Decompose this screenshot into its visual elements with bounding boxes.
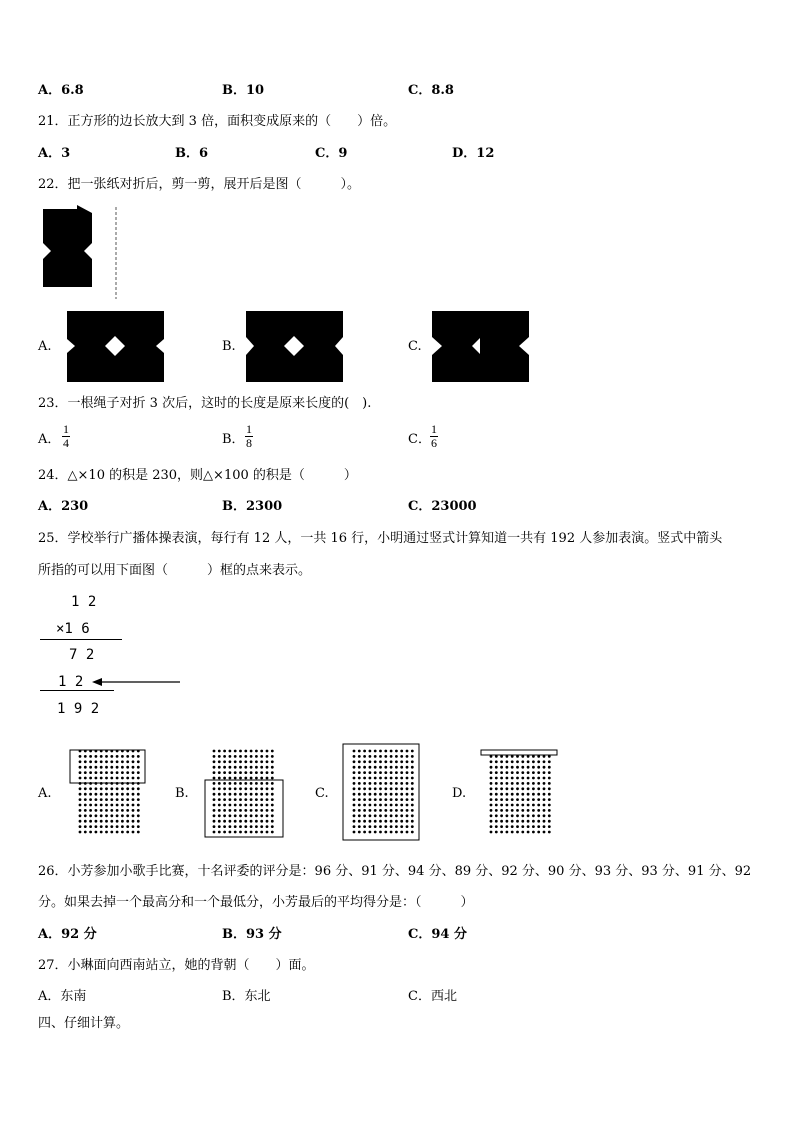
q25-arrow-icon — [92, 676, 184, 688]
q23-option-a-fraction — [62, 424, 70, 449]
q25-option-d-dot-array — [478, 746, 560, 840]
q23-option-c-numerator: 1 — [431, 422, 437, 436]
q25-stem-line2: 所指的可以用下面图（ ）框的点来表示。 — [38, 563, 312, 578]
q25-option-c-label: C. — [315, 786, 329, 801]
q25-calc-row5: 1 9 2 — [57, 701, 100, 717]
q22-option-c-figure — [432, 311, 529, 382]
q25-stem-line1: 25．学校举行广播体操表演，每行有 12 人，一共 16 行，小明通过竖式计算知道一共有 192 人参加表演。竖式中箭头 — [38, 531, 723, 546]
q26-option-c: C．94 分 — [408, 927, 467, 942]
q22-folded-paper-figure — [40, 205, 120, 300]
q24-option-a: A．230 — [38, 499, 89, 514]
q26-stem-line2: 分。如果去掉一个最高分和一个最低分，小芳最后的平均得分是：（ ） — [38, 895, 474, 910]
q25-calc-line2 — [40, 690, 114, 691]
q23-option-c-label: C． — [408, 432, 431, 447]
q24-option-c: C．23000 — [408, 499, 477, 514]
q25-calc-line1 — [40, 639, 122, 640]
q22-option-b-label: B. — [222, 339, 236, 354]
q21-option-c: C．9 — [315, 146, 348, 161]
q27-stem: 27．小琳面向西南站立，她的背朝（ ）面。 — [38, 958, 315, 973]
q20-option-a: A．6.8 — [38, 83, 84, 98]
q23-option-a-numerator: 1 — [63, 422, 69, 436]
q25-calc-row4: 1 2 — [58, 674, 84, 690]
q23-option-b-fraction — [245, 424, 253, 449]
q25-option-d-label: D. — [452, 786, 467, 801]
q23-option-b-denominator: 8 — [246, 436, 252, 450]
q21-option-b: B．6 — [175, 146, 209, 161]
q25-option-a-dot-array — [66, 746, 148, 840]
q22-stem: 22．把一张纸对折后，剪一剪，展开后是图（ ）。 — [38, 177, 361, 192]
section-4-title: 四、仔细计算。 — [38, 1016, 130, 1031]
q20-option-c: C．8.8 — [408, 83, 454, 98]
q25-option-b-dot-array — [202, 746, 284, 840]
q24-stem: 24．△×10 的积是 230，则△×100 的积是（ ） — [38, 468, 357, 483]
q23-stem: 23．一根绳子对折 3 次后，这时的长度是原来长度的( ). — [38, 396, 372, 411]
q25-option-a-label: A. — [38, 786, 52, 801]
q26-stem-line1: 26．小芳参加小歌手比赛，十名评委的评分是：96 分、91 分、94 分、89 分、92 分、90 分、93 分、93 分、91 分、92 — [38, 864, 752, 879]
q26-option-a: A．92 分 — [38, 927, 97, 942]
q22-option-c-label: C. — [408, 339, 422, 354]
q23-option-a-denominator: 4 — [63, 436, 69, 450]
q20-option-b: B．10 — [222, 83, 265, 98]
q21-option-a: A．3 — [38, 146, 71, 161]
q25-calc-row3: 7 2 — [69, 647, 95, 663]
q23-option-b-numerator: 1 — [246, 422, 252, 436]
q21-stem: 21．正方形的边长放大到 3 倍，面积变成原来的（ ）倍。 — [38, 114, 397, 129]
q27-option-c: C．西北 — [408, 989, 457, 1004]
q27-option-b: B．东北 — [222, 989, 271, 1004]
q21-option-d: D．12 — [452, 146, 495, 161]
q25-option-c-dot-array — [342, 742, 422, 842]
q23-option-c-denominator: 6 — [431, 436, 437, 450]
q25-calc-row1: 1 2 — [71, 594, 97, 610]
q25-calc-row2: ×1 6 — [56, 621, 90, 637]
q22-option-b-figure — [246, 311, 343, 382]
q22-option-a-label: A. — [38, 339, 52, 354]
q24-option-b: B．2300 — [222, 499, 283, 514]
q23-option-b-label: B． — [222, 432, 245, 447]
q25-option-b-label: B. — [175, 786, 189, 801]
q22-option-a-figure — [67, 311, 164, 382]
q26-option-b: B．93 分 — [222, 927, 282, 942]
q23-option-a-label: A． — [38, 432, 61, 447]
q23-option-c-fraction — [430, 424, 438, 449]
q27-option-a: A．东南 — [38, 989, 87, 1004]
